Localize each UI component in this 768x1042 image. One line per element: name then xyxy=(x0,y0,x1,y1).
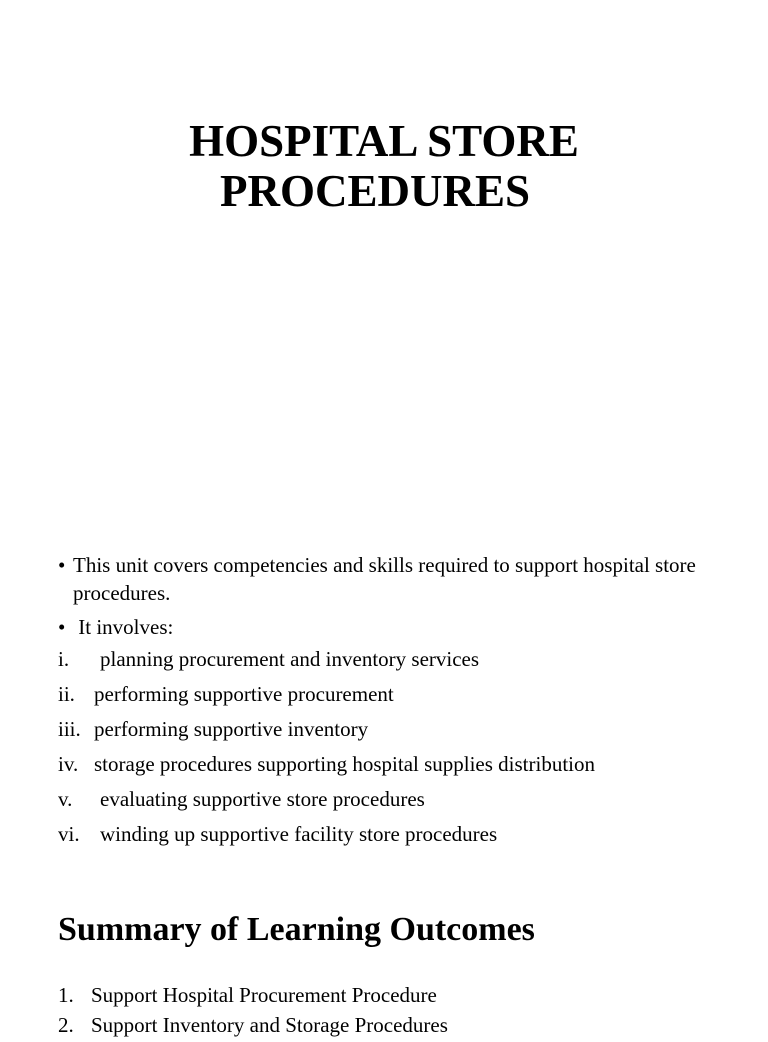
summary-heading: Summary of Learning Outcomes xyxy=(58,911,535,948)
document-title-line-2: PROCEDURES xyxy=(219,166,531,216)
list-item-number: vi. xyxy=(58,822,80,846)
bullet-text: It involves: xyxy=(73,615,174,639)
list-item-number: iv. xyxy=(58,752,79,776)
list-item-number: ii. xyxy=(58,682,75,706)
list-item-text: planning procurement and inventory services xyxy=(100,647,480,671)
list-item-number: iii. xyxy=(58,717,81,741)
list-item-text: Support Hospital Procurement Procedure xyxy=(91,983,437,1007)
list-item-number: v. xyxy=(58,787,73,811)
list-item xyxy=(58,648,718,683)
bullet-item xyxy=(58,613,718,641)
list-item-text: performing supportive inventory xyxy=(94,717,369,741)
list-item-text: evaluating supportive store procedures xyxy=(100,787,425,811)
unit-description xyxy=(58,551,718,858)
list-item-text: performing supportive procurement xyxy=(94,682,394,706)
list-item-text: winding up supportive facility store procedures xyxy=(100,822,498,846)
document-title xyxy=(0,116,768,216)
involves-list xyxy=(58,648,718,858)
document-title-line-1: HOSPITAL STORE xyxy=(189,116,579,166)
list-item-text: Support Inventory and Storage Procedures xyxy=(91,1013,448,1037)
list-item xyxy=(58,683,718,718)
list-item xyxy=(58,788,718,823)
bullet-marker: • xyxy=(58,615,66,639)
list-item-number: 1. xyxy=(58,983,74,1007)
list-item-number: i. xyxy=(58,647,70,671)
list-item xyxy=(58,823,718,858)
list-item xyxy=(58,753,718,788)
bullet-item xyxy=(58,551,718,607)
list-item xyxy=(58,718,718,753)
bullet-marker: • xyxy=(58,553,66,577)
list-item-text: storage procedures supporting hospital supplies distribution xyxy=(94,752,596,776)
bullet-text: This unit covers competencies and skills required to support hospital store procedures. xyxy=(73,553,696,605)
list-item-number: 2. xyxy=(58,1013,74,1037)
